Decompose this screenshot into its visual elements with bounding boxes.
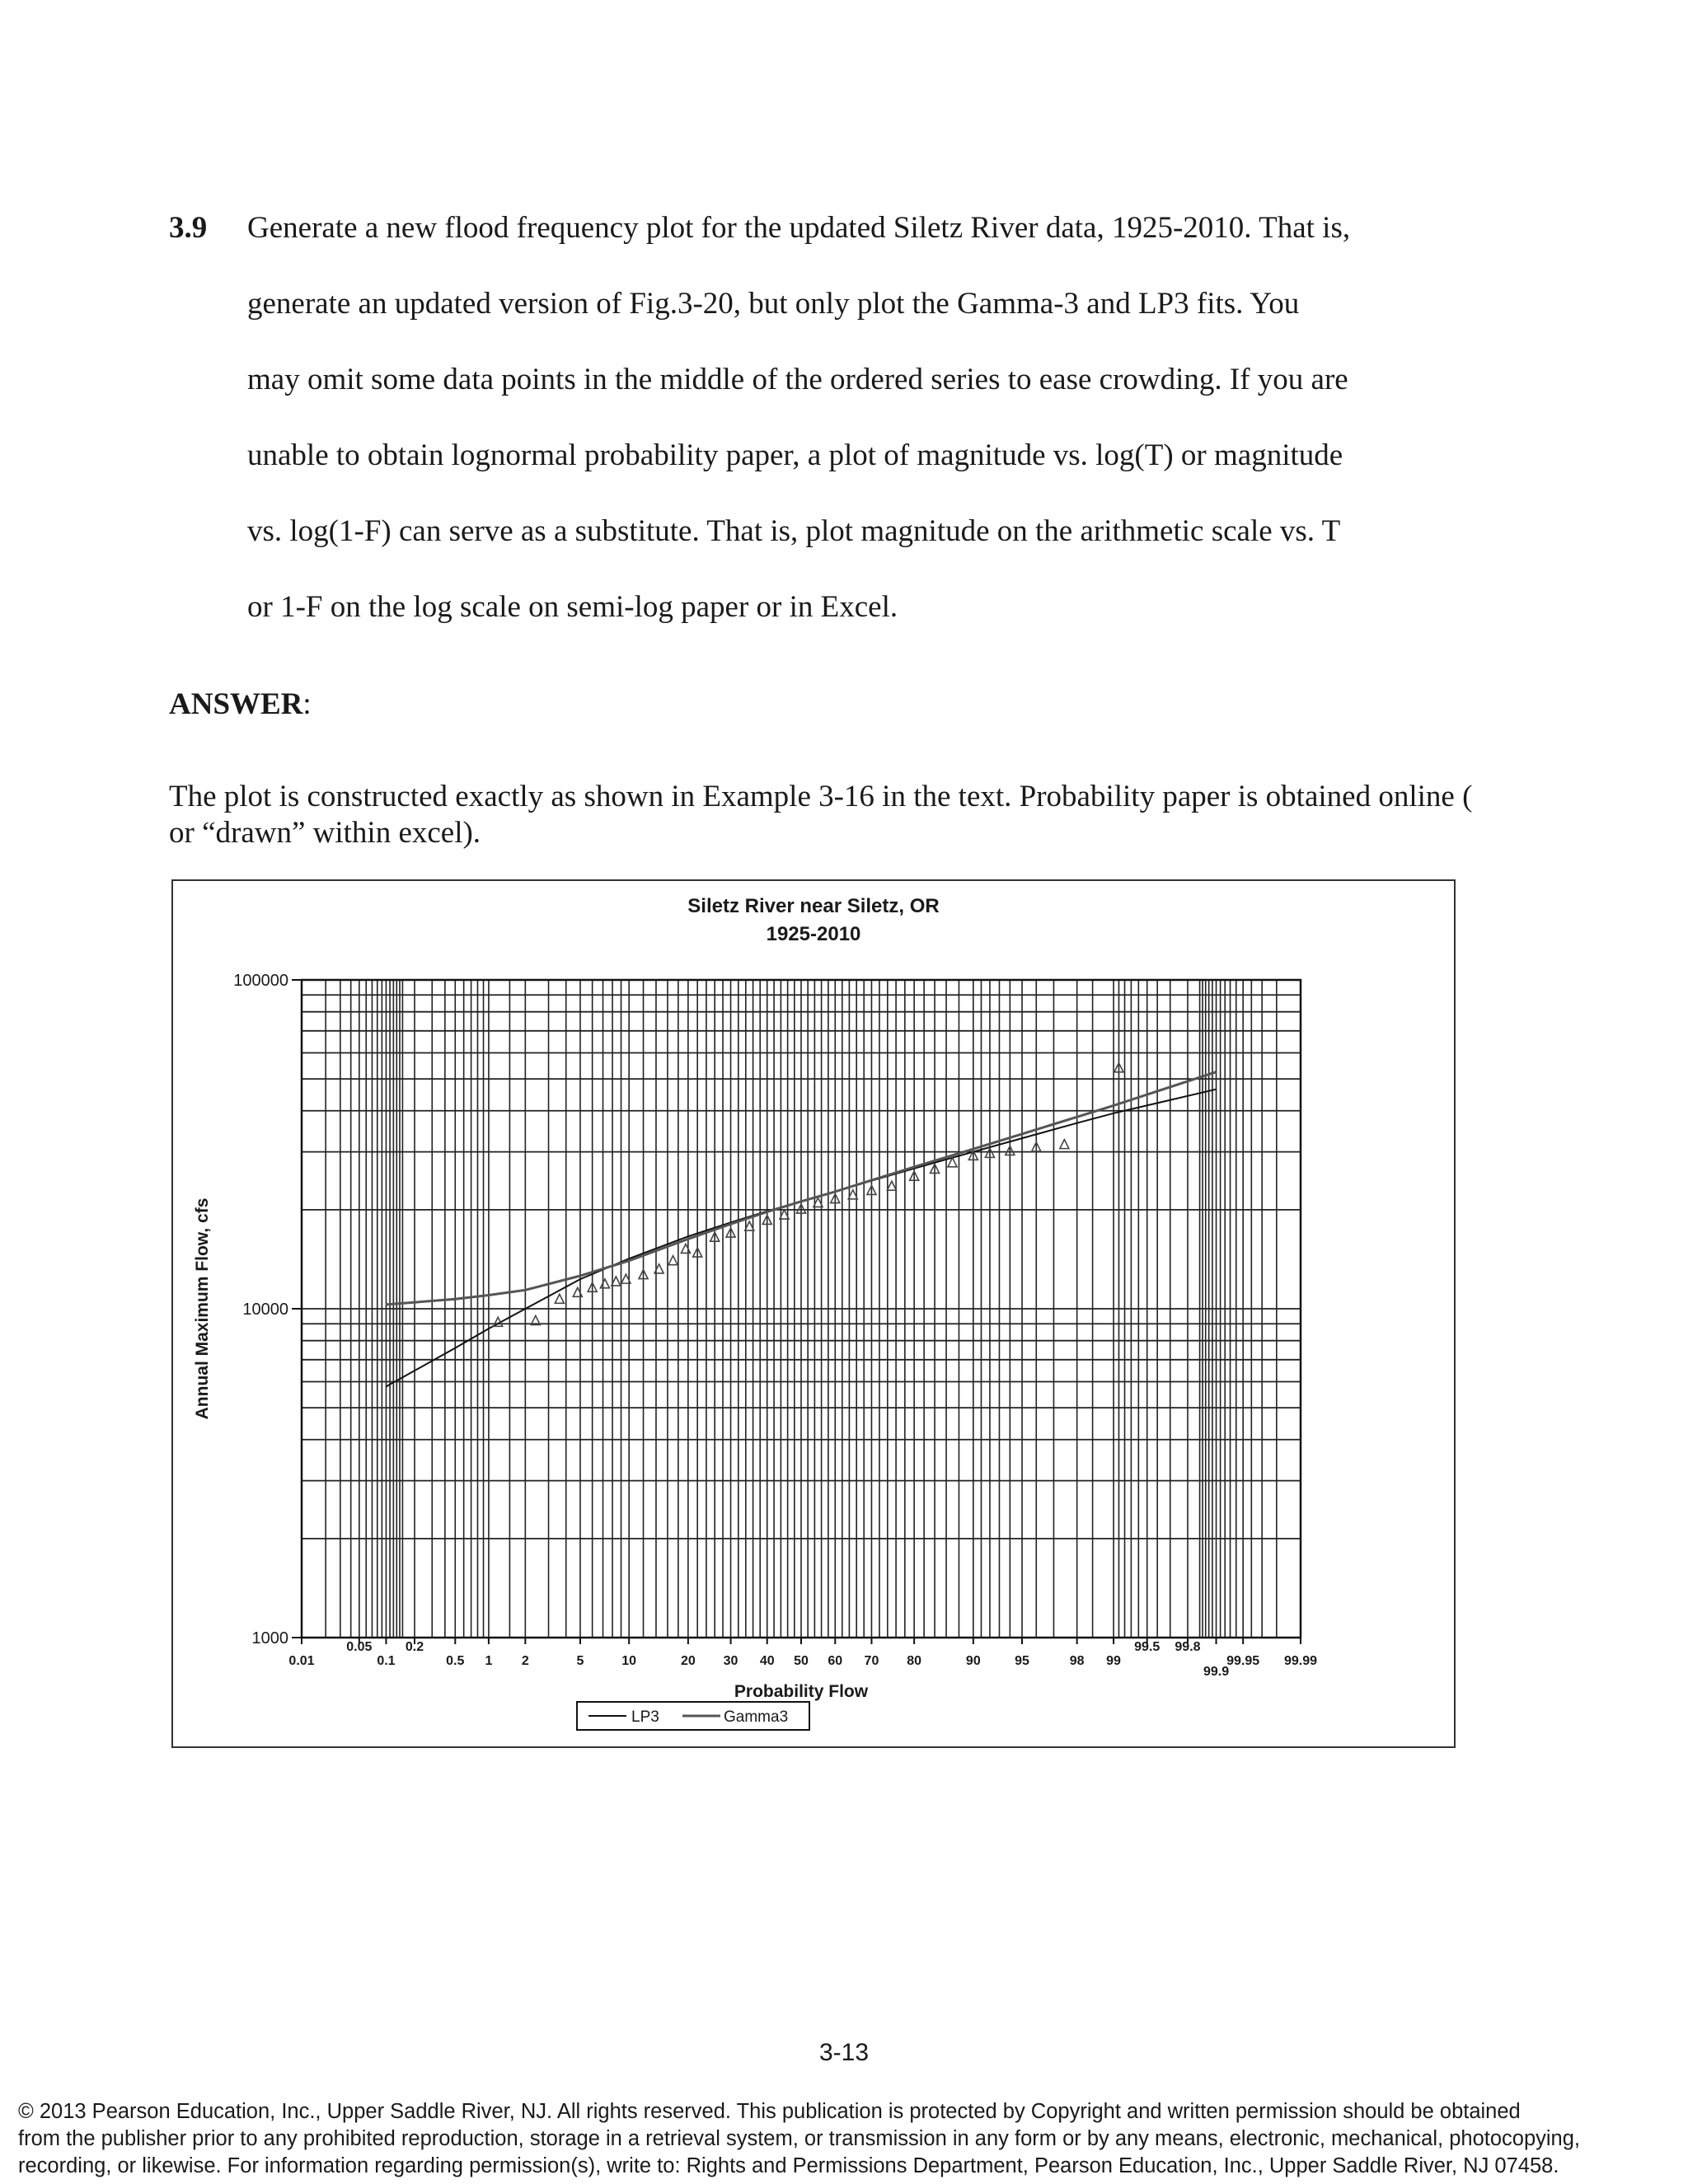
answer-colon: : bbox=[302, 687, 312, 721]
chart-subtitle: 1925-2010 bbox=[766, 923, 861, 945]
y-tick-label: 1000 bbox=[251, 1629, 288, 1647]
x-tick-label: 2 bbox=[521, 1654, 529, 1668]
x-tick-label: 99.99 bbox=[1283, 1654, 1318, 1668]
problem-line: vs. log(1-F) can serve as a substitute. That is, plot magnitude on the arithmetic scale vs. T bbox=[247, 514, 1341, 548]
y-tick-label: 100000 bbox=[233, 972, 288, 990]
answer-label: ANSWER bbox=[169, 687, 303, 721]
x-tick-label: 99 bbox=[1106, 1654, 1121, 1668]
x-tick-label: 99.5 bbox=[1134, 1640, 1160, 1654]
y-axis-title: Annual Maximum Flow, cfs bbox=[193, 1197, 212, 1420]
problem-line: or 1-F on the log scale on semi-log paper or in Excel. bbox=[247, 590, 898, 624]
legend-label: Gamma3 bbox=[724, 1708, 789, 1726]
chart-title: Siletz River near Siletz, OR bbox=[687, 895, 940, 917]
x-tick-label: 50 bbox=[794, 1654, 809, 1668]
problem-line: unable to obtain lognormal probability paper, a plot of magnitude vs. log(T) or magnitude bbox=[247, 438, 1343, 472]
x-tick-label: 60 bbox=[828, 1654, 843, 1668]
x-tick-label: 70 bbox=[864, 1654, 879, 1668]
x-tick-label: 95 bbox=[1015, 1654, 1029, 1668]
x-tick-label: 99.8 bbox=[1175, 1640, 1201, 1654]
x-tick-label: 1 bbox=[485, 1654, 493, 1668]
x-tick-label: 20 bbox=[680, 1654, 696, 1668]
copyright-line: from the publisher prior to any prohibited reproduction, storage in a retrieval system, or transmission in any form or by any means, electronic, mechanical, photocopying, bbox=[18, 2127, 1580, 2150]
x-tick-label: 99.9 bbox=[1203, 1665, 1230, 1679]
flood-frequency-chart bbox=[173, 881, 1454, 1746]
problem-line: may omit some data points in the middle of the ordered series to ease crowding. If you are bbox=[247, 363, 1348, 396]
x-tick-label: 0.01 bbox=[288, 1654, 315, 1668]
copyright-notice bbox=[18, 2098, 1675, 2180]
answer-text: The plot is constructed exactly as shown in Example 3-16 in the text. Probability paper is obtained online ( or “drawn” within excel). bbox=[169, 780, 1473, 850]
answer-heading bbox=[169, 687, 312, 722]
x-axis-title: Probability Flow bbox=[734, 1682, 869, 1701]
problem-line: generate an updated version of Fig.3-20, but only plot the Gamma-3 and LP3 fits. You bbox=[247, 287, 1300, 321]
page-number: 3-13 bbox=[818, 2039, 870, 2066]
problem-number: 3.9 bbox=[169, 211, 208, 245]
x-tick-label: 99.95 bbox=[1226, 1654, 1260, 1668]
x-tick-label: 80 bbox=[907, 1654, 922, 1668]
x-tick-label: 10 bbox=[621, 1654, 637, 1668]
x-tick-label: 5 bbox=[576, 1654, 584, 1668]
x-tick-label: 0.2 bbox=[405, 1640, 424, 1654]
legend-label: LP3 bbox=[631, 1708, 659, 1726]
x-tick-label: 40 bbox=[759, 1654, 775, 1668]
x-tick-label: 98 bbox=[1069, 1654, 1085, 1668]
x-tick-label: 0.05 bbox=[346, 1640, 373, 1654]
chart-figure bbox=[171, 879, 1456, 1748]
x-tick-label: 0.5 bbox=[446, 1654, 465, 1668]
x-tick-label: 90 bbox=[965, 1654, 981, 1668]
problem-line: Generate a new flood frequency plot for the updated Siletz River data, 1925-2010. That is, bbox=[247, 211, 1351, 245]
x-tick-label: 30 bbox=[723, 1654, 738, 1668]
y-tick-label: 10000 bbox=[242, 1301, 288, 1319]
copyright-line: © 2013 Pearson Education, Inc., Upper Saddle River, NJ. All rights reserved. This publication is protected by Copyright and written permission should be obtained bbox=[18, 2100, 1521, 2123]
x-tick-label: 0.1 bbox=[377, 1654, 396, 1668]
copyright-line: recording, or likewise. For information regarding permission(s), write to: Rights and Permissions Department, Pearson Education, Inc., Upper Saddle River, NJ 07458. bbox=[18, 2154, 1559, 2177]
